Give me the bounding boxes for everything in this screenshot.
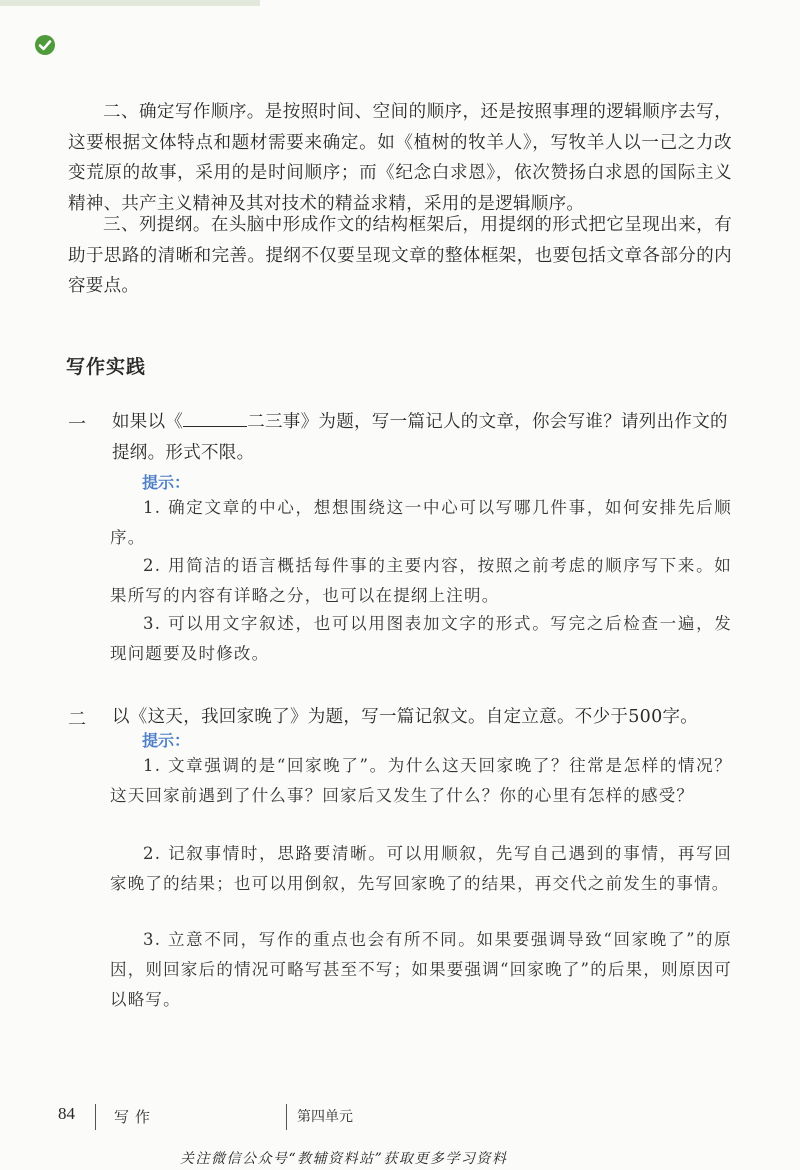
exercise-number-1: 一	[68, 414, 86, 435]
hint-label-1: 提示：	[142, 473, 191, 492]
footer-section-label: 写作	[114, 1108, 157, 1126]
hint-1-1: 1. 确定文章的中心，想想围绕这一中心可以写哪几件事，如何安排先后顺序。	[110, 498, 732, 547]
exercise-number-2: 二	[68, 709, 86, 730]
watermark-text: 关注微信公众号“教辅资料站”获取更多学习资料	[180, 1151, 508, 1167]
intro-paragraph-outline: 三、列提纲。在头脑中形成作文的结构框架后，用提纲的形式把它呈现出来，有助于思路的清晰和完善。提纲不仅要呈现文章的整体框架，也要包括文章各部分的内容要点。	[68, 215, 732, 296]
exercise-prompt-1	[112, 407, 730, 468]
hint-2-2: 2. 记叙事情时，思路要清晰。可以用顺叙，先写自己遇到的事情，再写回家晚了的结果；也可以用倒叙，先写回家晚了的结果，再交代之前发生的事情。	[110, 844, 732, 893]
hint-1-2: 2. 用简洁的语言概括每件事的主要内容，按照之前考虑的顺序写下来。如果所写的内容有详略之分，也可以在提纲上注明。	[110, 556, 732, 605]
hint-label-2: 提示：	[142, 731, 191, 750]
intro-paragraph-order: 二、确定写作顺序。是按照时间、空间的顺序，还是按照事理的逻辑顺序去写，这要根据文体特点和题材需要来确定。如《植树的牧羊人》，写牧羊人以一己之力改变荒原的故事，采用的是时间顺序；而《纪念白求恩》，依次赞扬白求恩的国际主义精神、共产主义精神及其对技术的精益求精，采用的是逻辑顺序。	[68, 102, 732, 214]
footer-divider-left	[95, 1104, 96, 1130]
exercise-prompt-1-before: 如果以《	[112, 412, 184, 432]
checkmark-logo-icon	[34, 34, 56, 56]
top-decorative-strip	[0, 0, 800, 6]
exercise-prompt-1-after: 二三事》为题，写一篇记人的文章，你会写谁？请列出作文的提纲。形式不限。	[112, 412, 728, 463]
hint-2-3: 3. 立意不同，写作的重点也会有所不同。如果要强调导致“回家晚了”的原因，则回家后的情况可略写甚至不写；如果要强调“回家晚了”的后果，则原因可以略写。	[110, 930, 732, 1009]
exercise-prompt-2: 以《这天，我回家晚了》为题，写一篇记叙文。自定立意。不少于500字。	[112, 707, 699, 727]
footer-unit-label: 第四单元	[297, 1109, 353, 1125]
hint-2-1: 1. 文章强调的是“回家晚了”。为什么这天回家晚了？往常是怎样的情况？这天回家前遇到了什么事？回家后又发生了什么？你的心里有怎样的感受？	[110, 756, 732, 805]
page-number: 84	[58, 1104, 75, 1123]
fill-in-blank	[183, 412, 247, 427]
section-title-writing-practice: 写作实践	[66, 356, 147, 378]
footer-divider-right	[286, 1104, 287, 1130]
hint-1-3: 3. 可以用文字叙述，也可以用图表加文字的形式。写完之后检查一遍，发现问题要及时修改。	[110, 614, 732, 663]
